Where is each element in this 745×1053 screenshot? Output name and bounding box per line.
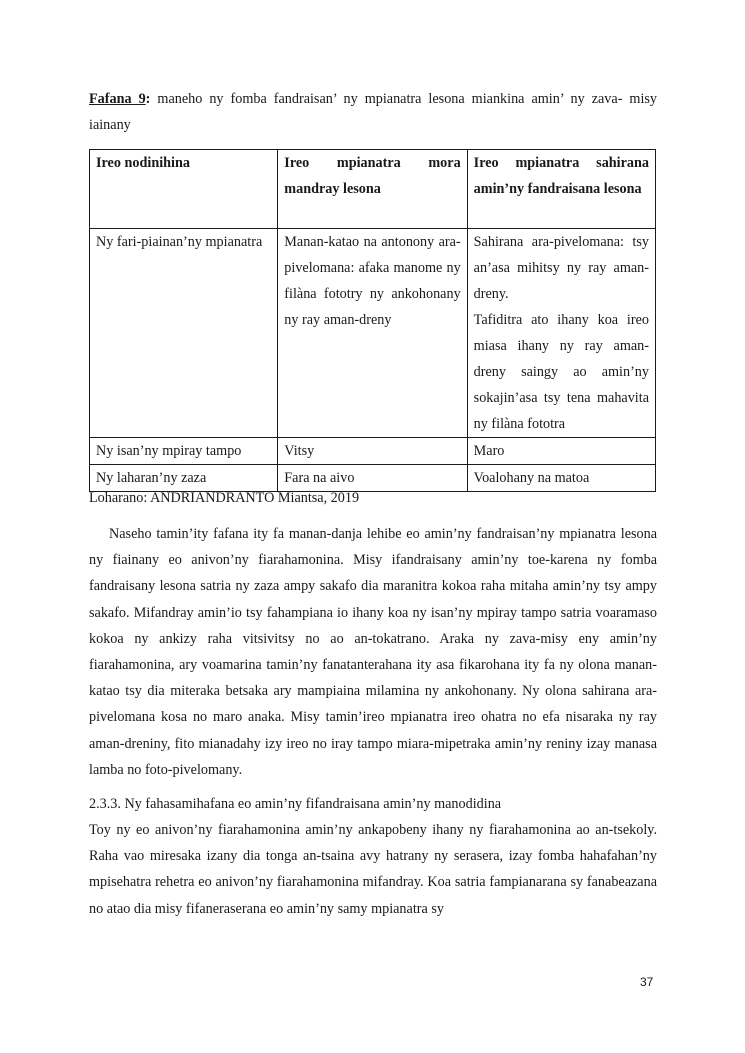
table-cell: Fara na aivo bbox=[278, 465, 467, 492]
caption-text: maneho ny fomba fandraisan’ ny mpianatra lesona miankina amin’ ny zava- misy iainany bbox=[89, 91, 658, 133]
table-row-label: Ny fari-piainan’ny mpianatra bbox=[90, 229, 278, 438]
table-header-cell: Ireo nodinihina bbox=[90, 150, 278, 229]
table-cell: Vitsy bbox=[278, 438, 467, 465]
table-header-cell: Ireo mpianatra sahirana amin’ny fandraisana lesona bbox=[467, 150, 655, 229]
table-cell bbox=[467, 229, 655, 438]
table-cell-line: Tafiditra ato ihany koa ireo miasa ihany ny ray aman-dreny saingy ao amin’ny sokajin’asa tsy tena mahavita ny filàna fototra bbox=[473, 312, 649, 432]
page-number: 37 bbox=[640, 975, 654, 989]
body-paragraph: Toy ny eo anivon’ny fiarahamonina amin’ny ankapobeny ihany ny fiarahamonina ao an-tsekoly. Raha vao miresaka izany dia tonga an-tsaina avy hatrany ny serasera, izay fomba hahafahan’ny mpisehatra rehetra eo anivon’ny fiarahamonina mifandray. Koa satria fampianarana sy fanabeazana no atao dia misy fifaneraserana eo amin’ny samy mpianatra sy bbox=[89, 822, 657, 917]
table-cell: Voalohany na matoa bbox=[467, 465, 655, 492]
data-table bbox=[89, 149, 656, 492]
table-source: Loharano: ANDRIANDRANTO Miantsa, 2019 bbox=[89, 490, 360, 506]
table-cell-line: Sahirana ara-pivelomana: tsy an’asa mihitsy ny ray aman-dreny. bbox=[473, 234, 649, 302]
table-header-row bbox=[90, 150, 656, 229]
table-row-label: Ny laharan’ny zaza bbox=[90, 465, 278, 492]
caption-label: Fafana 9 bbox=[89, 91, 146, 107]
table-cell: Manan-katao na antonony ara-pivelomana: afaka manome ny filàna fototry ny ankohonany ny ray aman-dreny bbox=[278, 229, 467, 438]
table-row bbox=[90, 229, 656, 438]
table-cell: Maro bbox=[467, 438, 655, 465]
table-header-cell: Ireo mpianatra mora mandray lesona bbox=[278, 150, 467, 229]
table-row-label: Ny isan’ny mpiray tampo bbox=[90, 438, 278, 465]
section-heading: 2.3.3. Ny fahasamihafana eo amin’ny fifandraisana amin’ny manodidina bbox=[89, 796, 502, 812]
table-caption: Fafana 9: maneho ny fomba fandraisan’ ny mpianatra lesona miankina amin’ ny zava- misy iainany bbox=[89, 91, 658, 133]
table-row bbox=[90, 438, 656, 465]
body-paragraph: Naseho tamin’ity fafana ity fa manan-danja lehibe eo amin’ny fandraisan’ny mpianatra lesona ny fiainany eo anivon’ny fiarahamonina. Misy ifandraisany amin’ny toe-karena ny fomba fandraisany lesona satria ny zaza ampy sakafo dia maranitra kokoa raha mitaha amin’ny tsy ampy sakafo. Mifandray amin’io tsy fahampiana io ihany koa ny isan’ny mpiray tampo satria voaramaso kokoa ny ankizy raha vitsivitsy no ao an-tokatrano. Araka ny zava-misy eny amin’ny fiarahamonina, ary voamarina tamin’ny fanatanterahana ity asa fikarohana ity fa ny olona manan-katao tsy dia miteraka betsaka ary mampiaina milamina ny ankohonany. Ny olona sahirana ara-pivelomana kosa no maro anaka. Misy tamin’ireo mpianatra ireo ohatra no efa nisaraka ny ray aman-dreniny, fito mianadahy izy ireo no iray tampo miara-mipetraka amin’ny reniny izay manasa lamba no foto-pivelomany. bbox=[89, 526, 657, 778]
